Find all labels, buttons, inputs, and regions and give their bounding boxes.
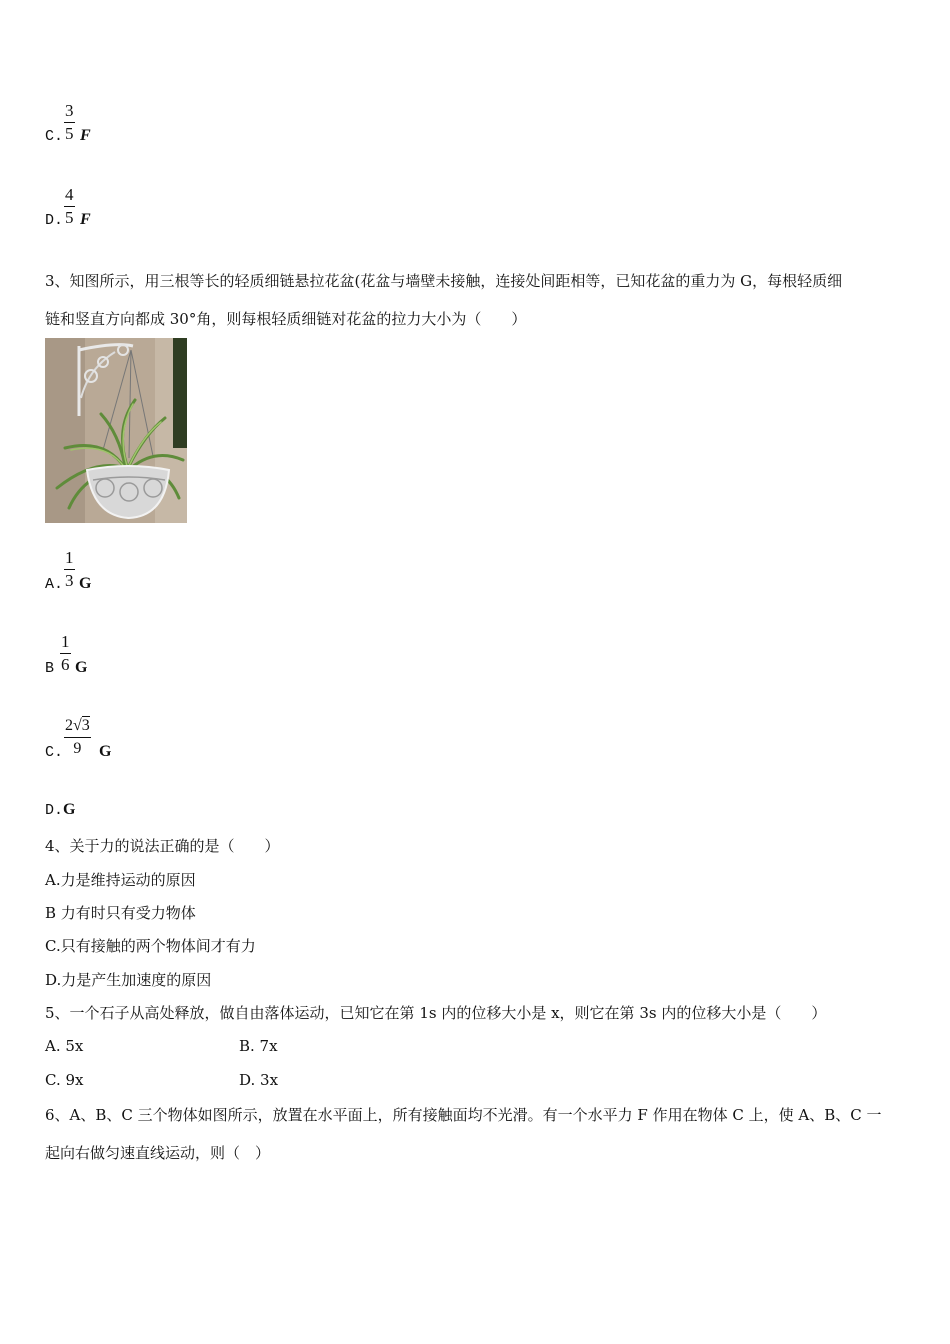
q4-option-a: A.力是维持运动的原因 [45, 871, 196, 889]
sqrt-symbol: √ [73, 717, 82, 734]
fraction-numerator: 1 [65, 548, 74, 567]
numerator-coefficient: 2 [65, 717, 73, 734]
q2-option-c-fraction [64, 101, 75, 144]
fraction-numerator: 3 [65, 101, 74, 120]
q2-option-d-variable: F [80, 211, 91, 228]
q5-option-a: A. 5x [45, 1037, 84, 1055]
fraction-denominator: 9 [73, 740, 82, 757]
q3-option-d-label: D. [45, 802, 64, 819]
q4-option-d: D.力是产生加速度的原因 [45, 971, 212, 989]
q6-stem-line1: 6、A、B、C 三个物体如图所示，放置在水平面上，所有接触面均不光滑。有一个水平力 F 作用在物体 C 上，使 A、B、C 一 [45, 1106, 882, 1124]
q4-option-c: C.只有接触的两个物体间才有力 [45, 937, 256, 955]
fraction-denominator: 5 [65, 124, 74, 143]
q5-option-b: B. 7x [239, 1037, 278, 1055]
q3-option-c-label: C. [45, 744, 64, 761]
q3-option-c-fraction [64, 716, 91, 759]
fraction-bar [60, 653, 71, 654]
fraction-numerator: 4 [65, 185, 74, 204]
q3-option-b-variable: G [75, 659, 88, 676]
q2-option-c-variable: F [80, 127, 91, 144]
q3-option-b-fraction [60, 632, 71, 675]
hanging-flowerpot-photo [45, 338, 187, 523]
q5-stem: 5、一个石子从高处释放，做自由落体运动，已知它在第 1s 内的位移大小是 x，则它在第 3s 内的位移大小是（ ） [45, 1004, 827, 1022]
q6-stem-line2: 起向右做匀速直线运动，则（ ） [45, 1144, 271, 1162]
fraction-denominator: 6 [61, 655, 70, 674]
q3-option-a-fraction [64, 548, 75, 591]
radicand: 3 [81, 717, 90, 734]
q3-option-c-variable: G [99, 743, 112, 760]
q3-stem-line2: 链和竖直方向都成 30°角，则每根轻质细链对花盆的拉力大小为（ ） [45, 310, 527, 328]
fraction-denominator: 5 [65, 208, 74, 227]
q3-stem-line1: 3、知图所示，用三根等长的轻质细链悬拉花盆(花盆与墙壁未接触，连接处间距相等，已知花盆的重力为 G，每根轻质细 [45, 272, 843, 290]
fraction-denominator: 3 [65, 571, 74, 590]
fraction-bar [64, 206, 75, 207]
fraction-bar [64, 569, 75, 570]
fraction-bar [64, 737, 91, 738]
q4-stem: 4、关于力的说法正确的是（ ） [45, 837, 280, 855]
q2-option-c-label: C. [45, 128, 64, 145]
q3-option-b-label: B [45, 660, 55, 677]
q3-option-a-label: A. [45, 576, 64, 593]
q2-option-d-fraction [64, 185, 75, 228]
fraction-bar [64, 122, 75, 123]
q3-option-a-variable: G [79, 575, 92, 592]
q5-option-c: C. 9x [45, 1071, 84, 1089]
fraction-numerator: 1 [61, 632, 70, 651]
fraction-numerator [64, 716, 91, 736]
q3-option-d-variable: G [63, 801, 76, 818]
q4-option-b: B 力有时只有受力物体 [45, 904, 196, 922]
q5-option-d: D. 3x [239, 1071, 279, 1089]
q2-option-d-label: D. [45, 212, 64, 229]
